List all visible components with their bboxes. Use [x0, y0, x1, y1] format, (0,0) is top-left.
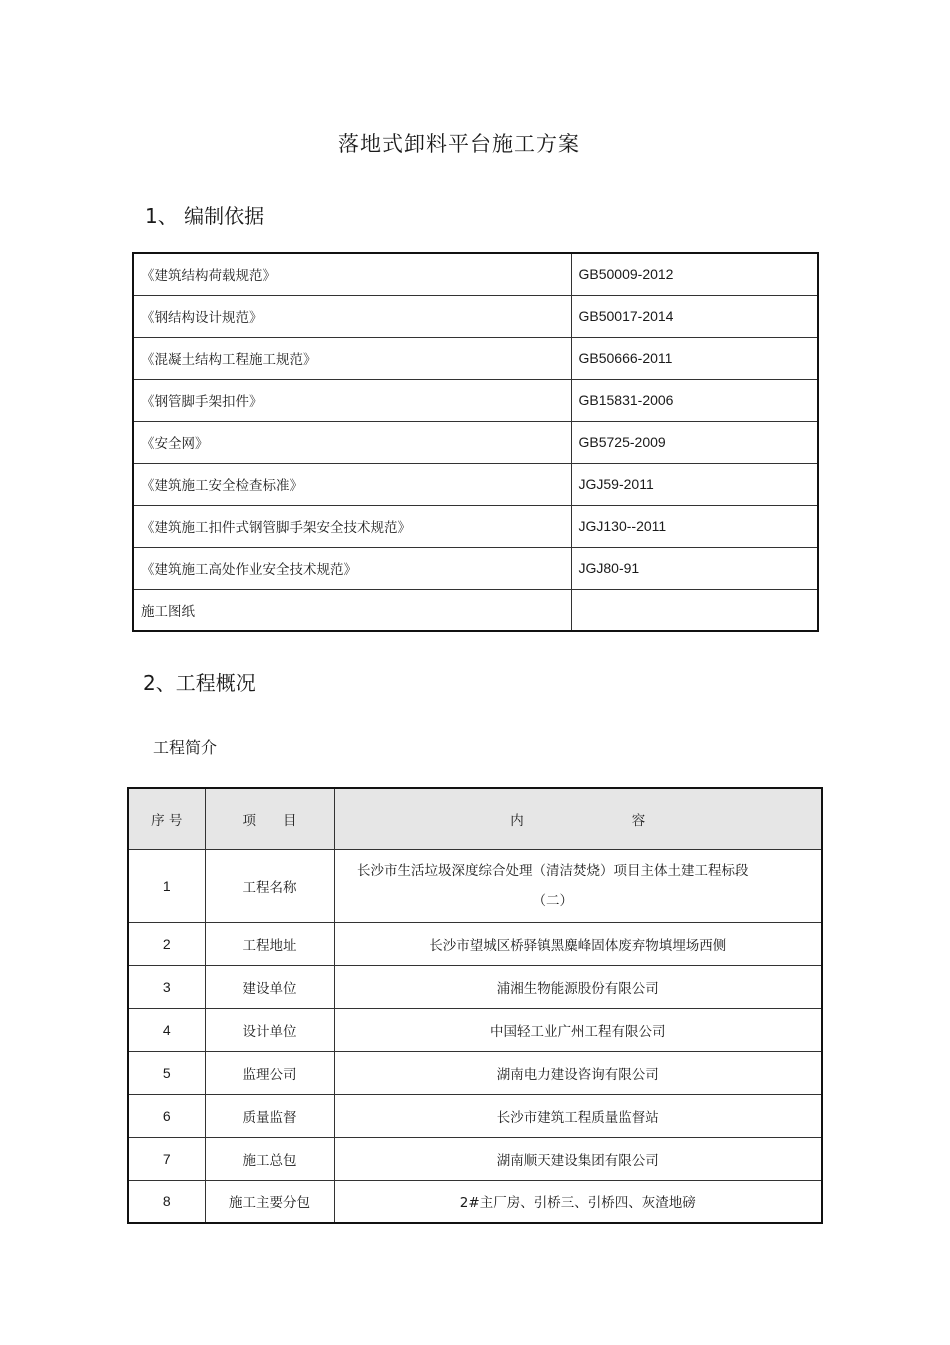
- row-no: 2: [128, 922, 205, 965]
- table-row: [133, 547, 818, 589]
- standard-name: 《建筑施工安全检查标准》: [133, 463, 571, 505]
- table-row: [128, 849, 822, 922]
- subsection-heading-intro: 工程简介: [153, 738, 218, 757]
- section-heading-basis: 1、 编制依据: [145, 204, 265, 228]
- table-row: [128, 1051, 822, 1094]
- row-no: 1: [128, 849, 205, 922]
- standard-code: JGJ130--2011: [571, 505, 818, 547]
- standard-code: JGJ59-2011: [571, 463, 818, 505]
- row-content: 浦湘生物能源股份有限公司: [334, 965, 822, 1008]
- standard-name: 《安全网》: [133, 421, 571, 463]
- row-no: 6: [128, 1094, 205, 1137]
- row-no: 7: [128, 1137, 205, 1180]
- table-row: [128, 922, 822, 965]
- table-header-row: [128, 788, 822, 849]
- standard-name: 《钢结构设计规范》: [133, 295, 571, 337]
- table-row: [133, 505, 818, 547]
- standard-name: 《建筑结构荷载规范》: [133, 253, 571, 295]
- row-no: 3: [128, 965, 205, 1008]
- standard-code: [571, 589, 818, 631]
- table-row: [133, 421, 818, 463]
- row-content: 长沙市建筑工程质量监督站: [334, 1094, 822, 1137]
- row-content: 长沙市生活垃圾深度综合处理（清洁焚烧）项目主体土建工程标段（二）: [334, 849, 822, 922]
- standard-name: 《钢管脚手架扣件》: [133, 379, 571, 421]
- row-item: 监理公司: [205, 1051, 334, 1094]
- table-row: [128, 1137, 822, 1180]
- table-row: [133, 589, 818, 631]
- row-content: 中国轻工业广州工程有限公司: [334, 1008, 822, 1051]
- row-content: 2#主厂房、引桥三、引桥四、灰渣地磅: [334, 1180, 822, 1223]
- table-row: [133, 463, 818, 505]
- standard-code: GB5725-2009: [571, 421, 818, 463]
- standards-table: [132, 252, 819, 632]
- row-item: 建设单位: [205, 965, 334, 1008]
- page-title: 落地式卸料平台施工方案: [338, 132, 580, 156]
- standard-name: 《建筑施工扣件式钢管脚手架安全技术规范》: [133, 505, 571, 547]
- row-content: 湖南电力建设咨询有限公司: [334, 1051, 822, 1094]
- header-no: 序 号: [128, 788, 205, 849]
- table-row: [133, 337, 818, 379]
- header-item: 项 目: [205, 788, 334, 849]
- standard-code: GB15831-2006: [571, 379, 818, 421]
- row-no: 8: [128, 1180, 205, 1223]
- section-heading-overview: 2、工程概况: [143, 671, 256, 695]
- row-content: 长沙市望城区桥驿镇黑麋峰固体废弃物填埋场西侧: [334, 922, 822, 965]
- row-no: 4: [128, 1008, 205, 1051]
- standard-code: GB50666-2011: [571, 337, 818, 379]
- standard-code: JGJ80-91: [571, 547, 818, 589]
- row-item: 施工总包: [205, 1137, 334, 1180]
- standard-code: GB50017-2014: [571, 295, 818, 337]
- table-row: [128, 1094, 822, 1137]
- standard-name: 《建筑施工高处作业安全技术规范》: [133, 547, 571, 589]
- project-info-table: [127, 787, 823, 1224]
- table-row: [133, 253, 818, 295]
- row-no: 5: [128, 1051, 205, 1094]
- table-row: [133, 379, 818, 421]
- table-row: [133, 295, 818, 337]
- standard-name: 施工图纸: [133, 589, 571, 631]
- table-row: [128, 1008, 822, 1051]
- row-item: 质量监督: [205, 1094, 334, 1137]
- row-item: 施工主要分包: [205, 1180, 334, 1223]
- row-item: 设计单位: [205, 1008, 334, 1051]
- table-row: [128, 965, 822, 1008]
- header-content: 内 容: [334, 788, 822, 849]
- table-row: [128, 1180, 822, 1223]
- row-content: 湖南顺天建设集团有限公司: [334, 1137, 822, 1180]
- row-item: 工程地址: [205, 922, 334, 965]
- row-item: 工程名称: [205, 849, 334, 922]
- standard-name: 《混凝土结构工程施工规范》: [133, 337, 571, 379]
- standard-code: GB50009-2012: [571, 253, 818, 295]
